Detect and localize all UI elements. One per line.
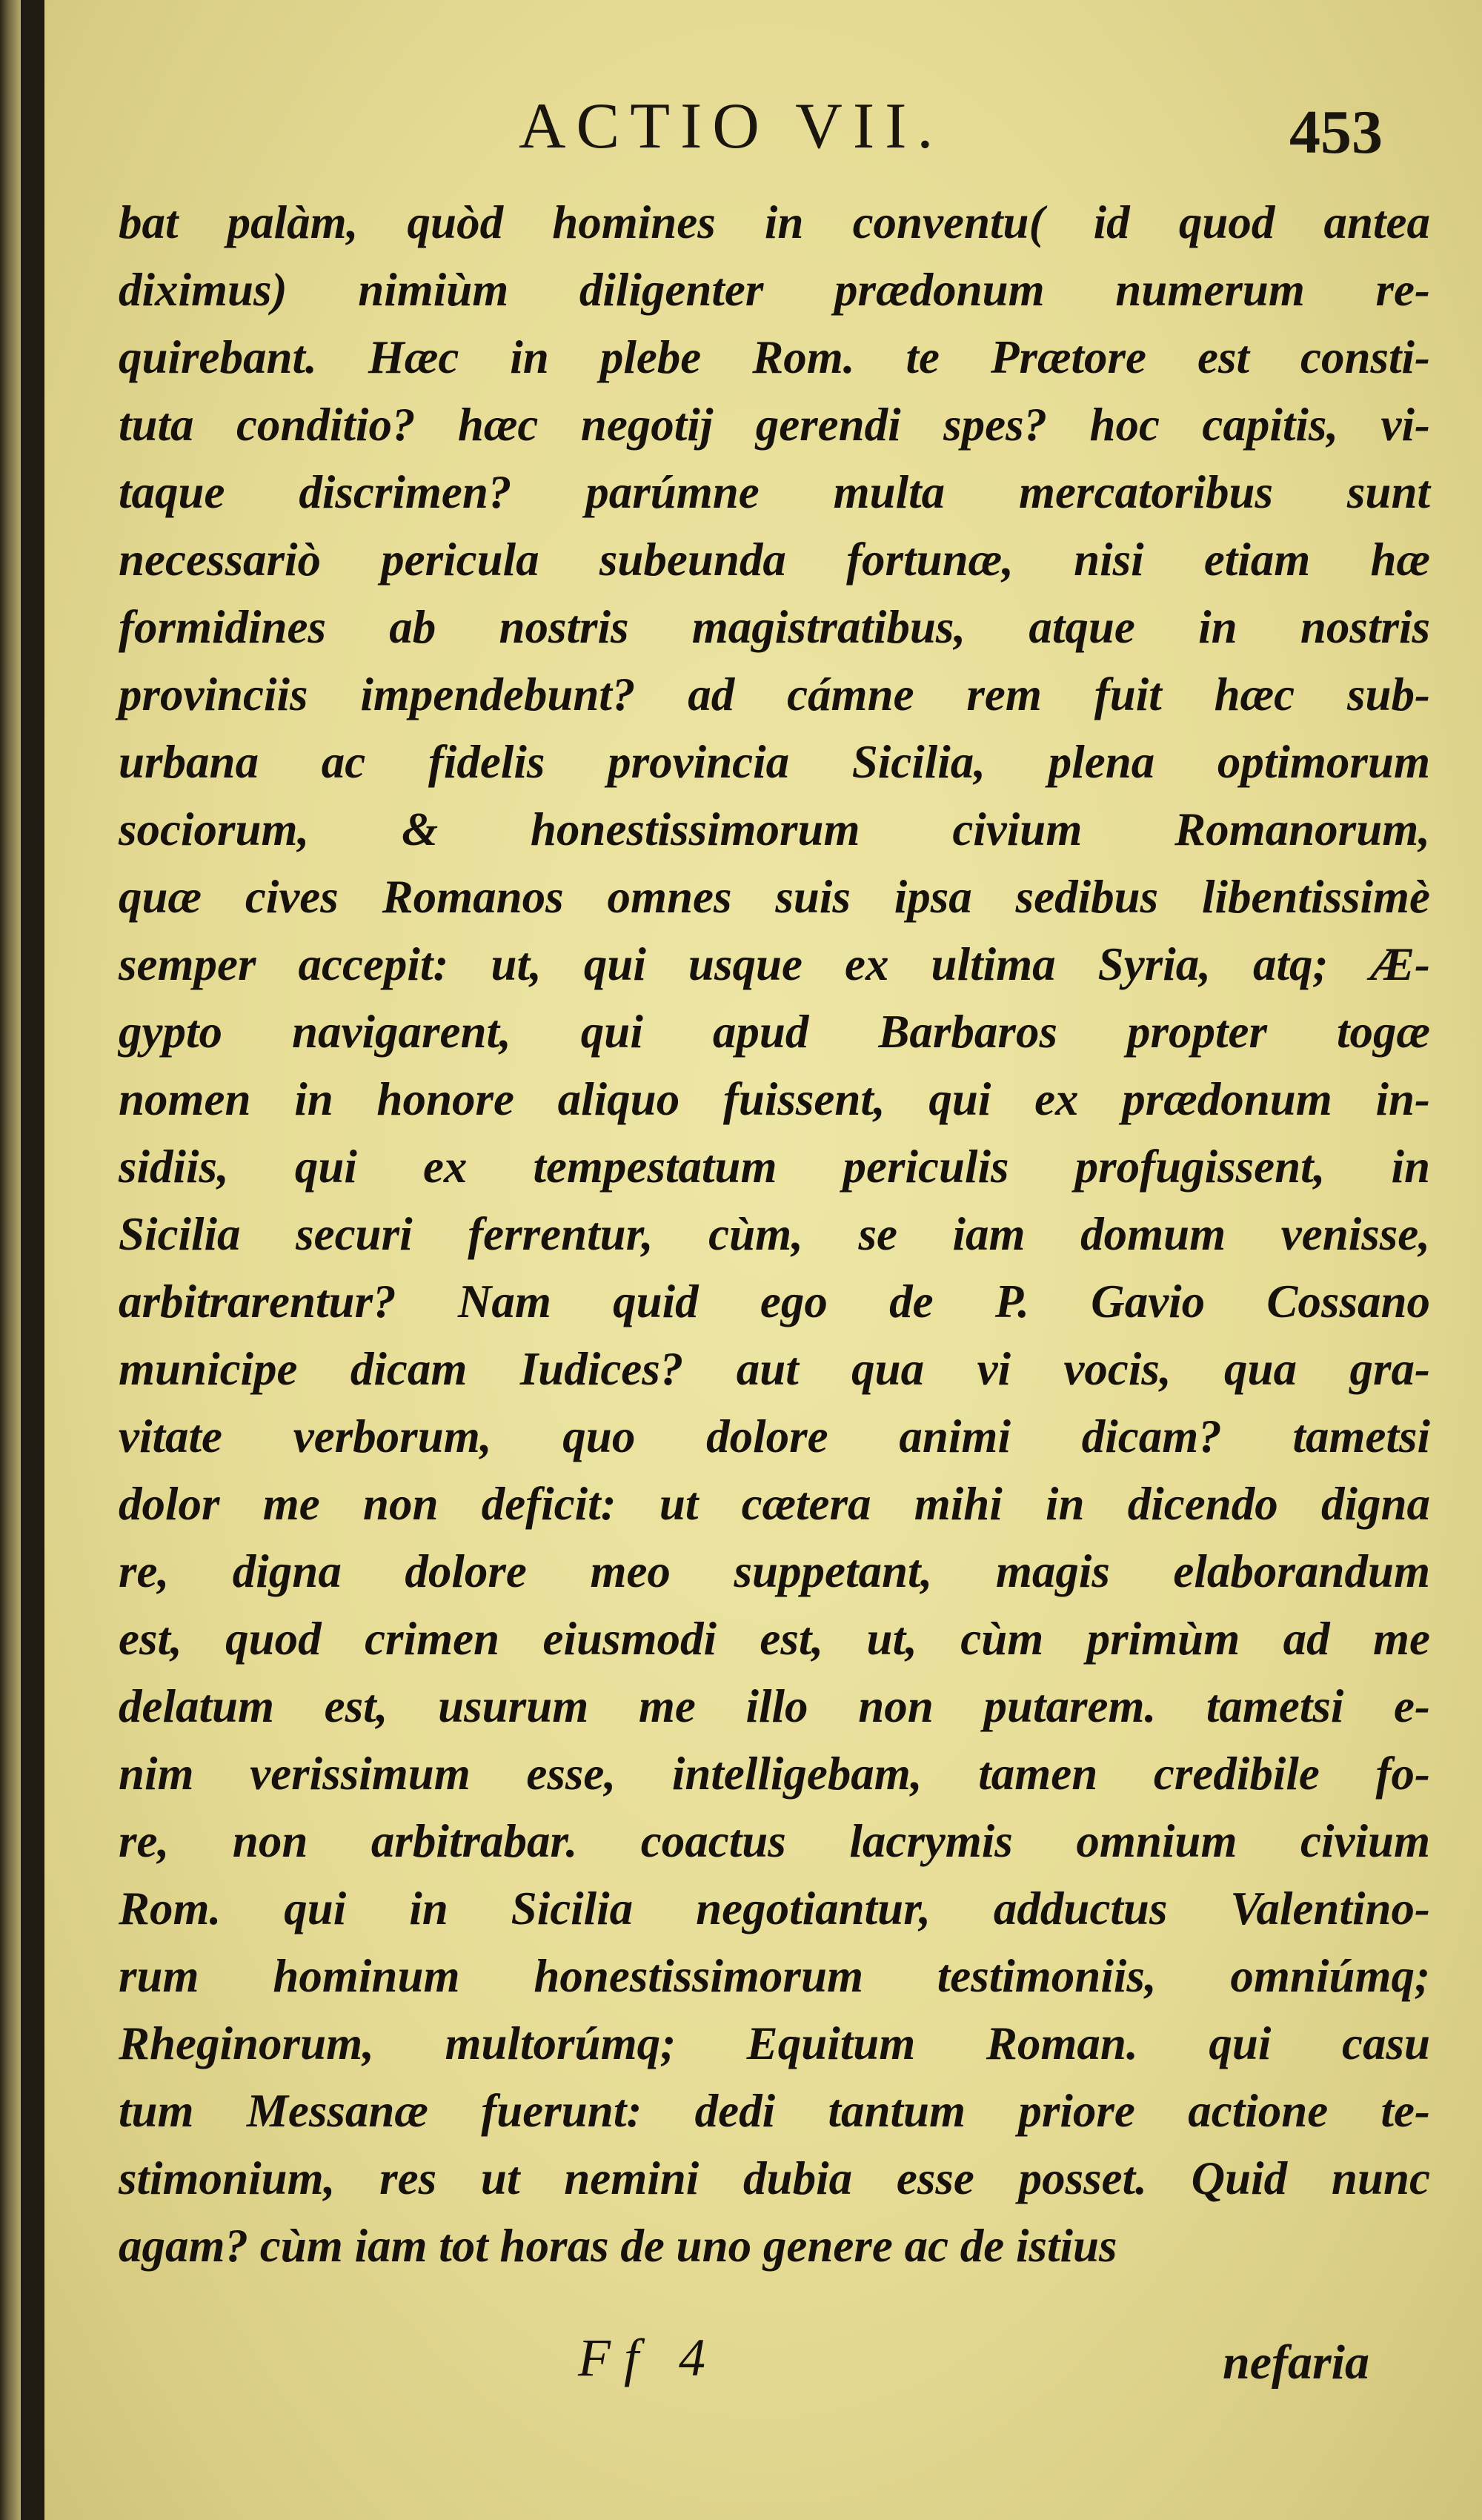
- text-line: vitate verborum, quo dolore animi dicam? tametsi: [119, 1410, 1430, 1462]
- text-line: bat palàm, quòd homines in conventu( id quod antea: [119, 196, 1430, 248]
- text-line: rum hominum honestissimorum testimoniis, omniúmq;: [119, 1950, 1430, 2002]
- text-line: est, quod crimen eiusmodi est, ut, cùm primùm ad me: [119, 1613, 1430, 1665]
- text-line: quæ cives Romanos omnes suis ipsa sedibus libentissimè: [119, 871, 1430, 923]
- page-footer: [44, 2327, 1482, 2409]
- text-line: delatum est, usurum me illo non putarem. tametsi e-: [119, 1680, 1430, 1732]
- text-line: sidiis, qui ex tempestatum periculis profugissent, in: [119, 1141, 1430, 1193]
- text-line: nomen in honore aliquo fuissent, qui ex prædonum in-: [119, 1073, 1430, 1125]
- text-line: tum Messanæ fuerunt: dedi tantum priore actione te-: [119, 2085, 1430, 2137]
- text-line: taque discrimen? parúmne multa mercatoribus sunt: [119, 466, 1430, 518]
- text-line: nim verissimum esse, intelligebam, tamen credibile fo-: [119, 1748, 1430, 1800]
- catchword: nefaria: [1223, 2335, 1369, 2390]
- text-line: quirebant. Hæc in plebe Rom. te Prætore est consti-: [119, 331, 1430, 383]
- book-gutter: [0, 0, 21, 2520]
- text-line: agam? cùm iam tot horas de uno genere ac de istius: [119, 2220, 1117, 2272]
- text-line: dolor me non deficit: ut cætera mihi in dicendo digna: [119, 1478, 1430, 1530]
- text-line: arbitrarentur? Nam quid ego de P. Gavio Cossano: [119, 1276, 1430, 1327]
- text-line: urbana ac fidelis provincia Sicilia, plena optimorum: [119, 736, 1430, 788]
- book-page: [44, 0, 1482, 2520]
- text-line: re, non arbitrabar. coactus lacrymis omnium civium: [119, 1815, 1430, 1867]
- signature-mark: Ff 4: [578, 2328, 719, 2387]
- text-line: necessariò pericula subeunda fortunæ, nisi etiam hæ: [119, 534, 1430, 586]
- text-line: diximus) nimiùm diligenter prædonum numerum re-: [119, 264, 1430, 316]
- text-line: gypto navigarent, qui apud Barbaros propter togæ: [119, 1006, 1430, 1058]
- text-line: re, digna dolore meo suppetant, magis elaborandum: [119, 1545, 1430, 1597]
- text-line: semper accepit: ut, qui usque ex ultima Syria, atq; Æ-: [119, 938, 1430, 990]
- text-line: provinciis impendebunt? ad cámne rem fuit hæc sub-: [119, 669, 1430, 720]
- text-line: Sicilia securi ferrentur, cùm, se iam domum venisse,: [119, 1208, 1430, 1260]
- text-line: sociorum, & honestissimorum civium Romanorum,: [119, 803, 1430, 855]
- body-text: [119, 189, 1430, 2280]
- text-line: Rom. qui in Sicilia negotiantur, adductus Valentino-: [119, 1883, 1430, 1934]
- text-line: tuta conditio? hæc negotij gerendi spes? hoc capitis, vi-: [119, 399, 1430, 451]
- text-line: stimonium, res ut nemini dubia esse posset. Quid nunc: [119, 2152, 1430, 2204]
- page-number: 453: [1289, 98, 1383, 167]
- running-title: ACTIO VII.: [519, 90, 944, 162]
- text-line: Rheginorum, multorúmq; Equitum Roman. qui casu: [119, 2017, 1430, 2069]
- page-header: [44, 89, 1482, 170]
- text-line: municipe dicam Iudices? aut qua vi vocis, qua gra-: [119, 1343, 1430, 1395]
- text-line: formidines ab nostris magistratibus, atque in nostris: [119, 601, 1430, 653]
